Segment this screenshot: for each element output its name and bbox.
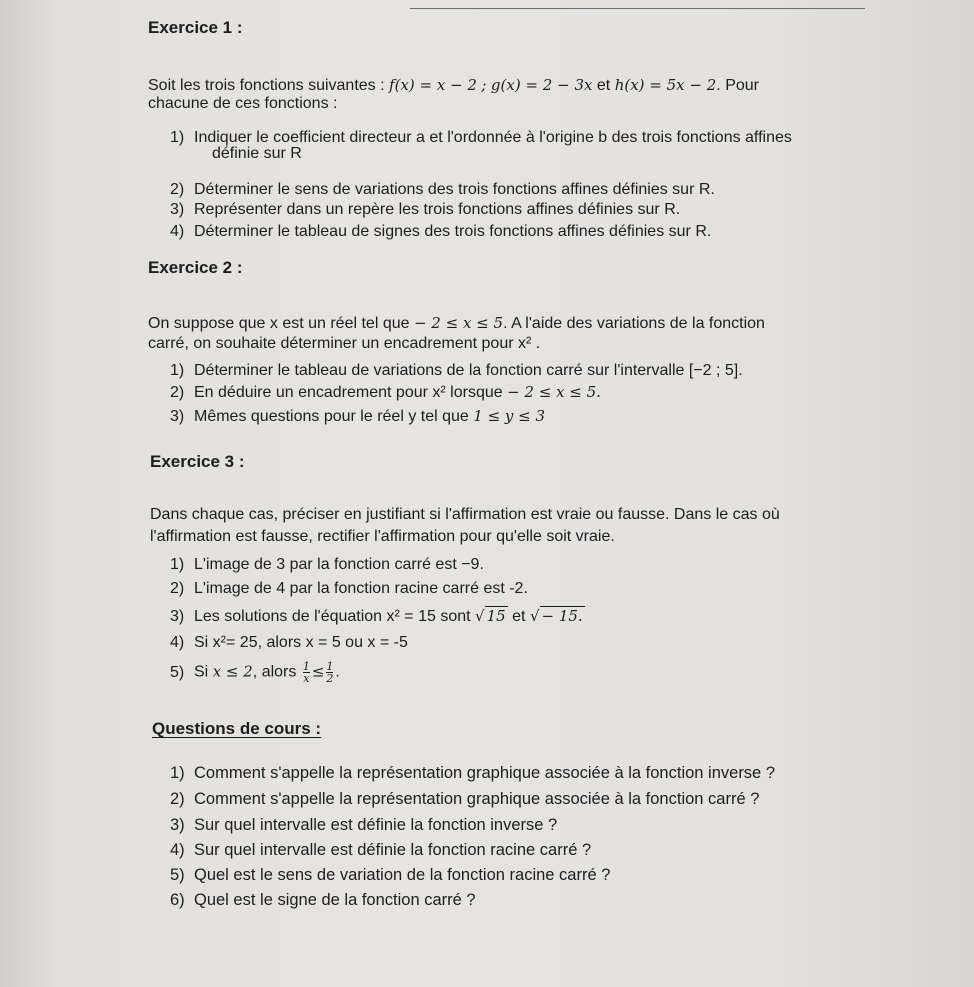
- item-number: 2): [170, 790, 185, 808]
- et-word: et: [596, 77, 611, 94]
- list-item: [170, 607, 585, 626]
- item-text: En déduire un encadrement pour x² lorsque: [194, 384, 503, 401]
- et-word: et: [512, 608, 526, 625]
- fraction: [303, 661, 310, 684]
- list-item: [170, 891, 476, 910]
- item-number: 3): [170, 816, 185, 834]
- list-item: [170, 201, 680, 219]
- radicand: − 15.: [541, 607, 583, 625]
- item-number: 1): [170, 556, 185, 573]
- item-number: 5): [170, 663, 185, 681]
- item-number: 1): [170, 362, 185, 379]
- x-range: − 2 ≤ x ≤ 5: [413, 314, 504, 332]
- radicand: 15: [486, 607, 506, 625]
- list-item: [170, 407, 545, 426]
- item-math: x ≤ 2: [212, 662, 253, 681]
- ex2-intro-text: On suppose que x est un réel tel que: [148, 315, 410, 332]
- list-item: [170, 383, 601, 402]
- leq-sign: ≤: [311, 662, 325, 681]
- denominator: x: [303, 672, 310, 685]
- item-math: 1 ≤ y ≤ 3: [473, 407, 546, 425]
- exercise-3-intro: Dans chaque cas, préciser en justifiant si l'affirmation est vraie ou fausse. Dans le cas où: [150, 506, 780, 523]
- list-item: [170, 223, 711, 241]
- denominator: 2: [326, 672, 334, 685]
- list-item: [170, 556, 484, 574]
- exercise-2-title: Exercice 2 :: [148, 258, 243, 277]
- item-text: Si: [194, 663, 209, 681]
- item-text: Déterminer le sens de variations des trois fonctions affines définies sur R.: [194, 181, 715, 198]
- item-number: 1): [170, 764, 185, 782]
- exercise-2-intro-cont: carré, on souhaite déterminer un encadrement pour x² .: [148, 335, 541, 352]
- ex2-intro-text-end: . A l'aide des variations de la fonction: [503, 315, 765, 332]
- item-text: Représenter dans un repère les trois fonctions affines définies sur R.: [194, 201, 681, 218]
- list-item: [170, 866, 610, 885]
- list-item: [170, 816, 557, 835]
- item-math: − 2 ≤ x ≤ 5.: [507, 383, 601, 401]
- list-item: [170, 764, 775, 783]
- item-text: Quel est le sens de variation de la fonction racine carré ?: [194, 866, 611, 884]
- item-text: Les solutions de l'équation x² = 15 sont: [194, 608, 471, 625]
- f-definition: f(x) = x − 2: [389, 76, 477, 94]
- item-number: 2): [170, 181, 185, 198]
- exercise-2-intro: [148, 314, 765, 333]
- list-item: [170, 841, 591, 860]
- fraction: [326, 661, 333, 684]
- list-item: [170, 661, 340, 684]
- list-item: [170, 580, 528, 598]
- item-number: 3): [170, 201, 185, 218]
- item-text: Sur quel intervalle est définie la fonction inverse ?: [194, 816, 558, 834]
- exercise-1-intro-cont: chacune de ces fonctions :: [148, 95, 338, 112]
- item-text: Mêmes questions pour le réel y tel que: [194, 408, 469, 425]
- item-text: Si x²= 25, alors x = 5 ou x = -5: [194, 634, 408, 651]
- item-number: 5): [170, 866, 185, 884]
- top-rule: [410, 8, 865, 9]
- exercise-1-intro: [148, 76, 759, 95]
- item-number: 3): [170, 608, 185, 625]
- item-text: , alors: [252, 663, 297, 681]
- list-item: [170, 634, 408, 652]
- sqrt-expression: √ − 15.: [529, 607, 583, 625]
- item-text: L'image de 4 par la fonction racine carré est -2.: [194, 580, 528, 597]
- h-definition: h(x) = 5x − 2: [614, 76, 717, 94]
- item-text: L'image de 3 par la fonction carré est −9.: [194, 556, 484, 573]
- item-text: Comment s'appelle la représentation graphique associée à la fonction carré ?: [194, 790, 760, 808]
- ex1-intro-text: Soit les trois fonctions suivantes :: [148, 77, 385, 94]
- exercise-3-intro-cont: l'affirmation est fausse, rectifier l'affirmation pour qu'elle soit vraie.: [150, 528, 615, 545]
- item-number: 4): [170, 841, 185, 859]
- item-number: 2): [170, 384, 185, 401]
- list-item: [170, 181, 715, 199]
- list-item-cont: définie sur R: [212, 145, 302, 162]
- item-number: 4): [170, 634, 185, 651]
- item-text: Déterminer le tableau de signes des trois fonctions affines définies sur R.: [194, 223, 712, 240]
- separator: ;: [481, 76, 487, 94]
- item-text: Sur quel intervalle est définie la fonction racine carré ?: [194, 841, 592, 859]
- list-item: [170, 790, 759, 809]
- exercise-3-title: Exercice 3 :: [150, 452, 245, 471]
- list-item: [170, 362, 743, 380]
- period: .: [335, 663, 340, 681]
- exercise-1-title: Exercice 1 :: [148, 18, 243, 37]
- item-text: Comment s'appelle la représentation graphique associée à la fonction inverse ?: [194, 764, 775, 782]
- sqrt-expression: √ 15: [475, 607, 506, 625]
- g-definition: g(x) = 2 − 3x: [490, 76, 593, 94]
- pour-word: . Pour: [716, 77, 759, 94]
- item-text: Déterminer le tableau de variations de la fonction carré sur l'intervalle [−2 ; 5].: [194, 362, 743, 379]
- item-text: Indiquer le coefficient directeur a et l'ordonnée à l'origine b des trois fonctions affines: [194, 129, 792, 146]
- item-number: 6): [170, 891, 185, 909]
- numerator: 1: [326, 660, 334, 673]
- item-text: Quel est le signe de la fonction carré ?: [194, 891, 476, 909]
- cours-title: Questions de cours :: [152, 719, 322, 738]
- item-number: 2): [170, 580, 185, 597]
- item-number: 4): [170, 223, 185, 240]
- item-number: 3): [170, 408, 185, 425]
- numerator: 1: [302, 660, 310, 673]
- item-number: 1): [170, 129, 185, 146]
